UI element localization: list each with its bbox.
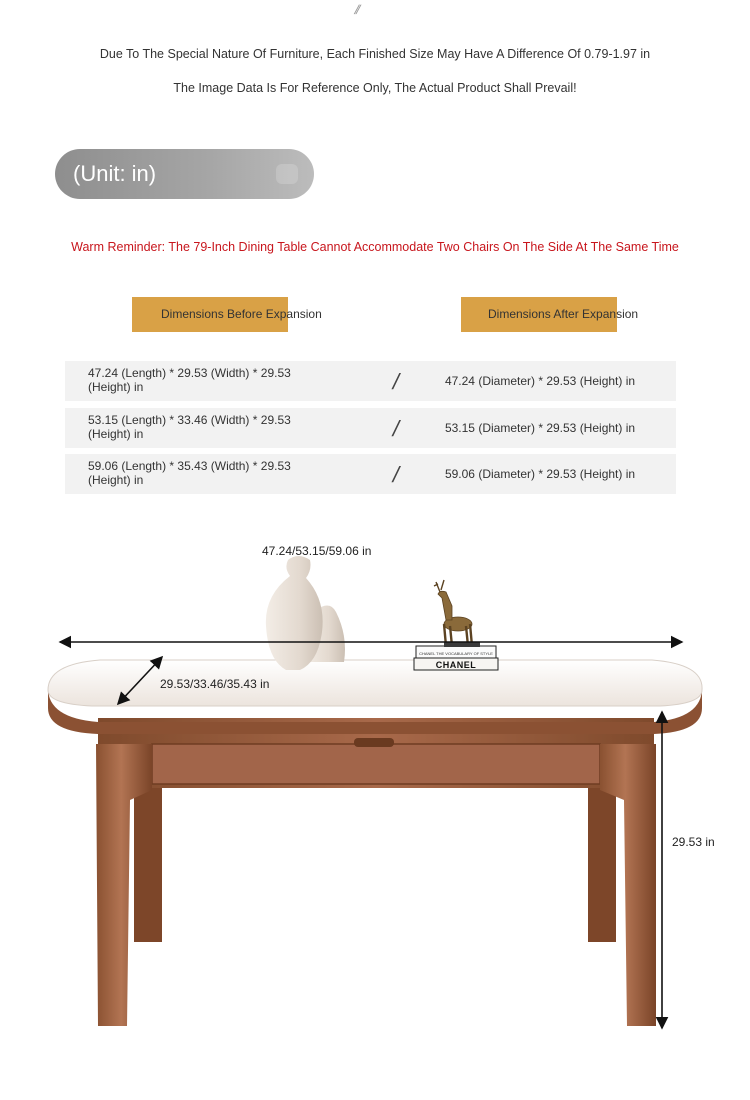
after-expansion-heading (461, 297, 661, 332)
size-after: 47.24 (Diameter) * 29.53 (Height) in (444, 374, 636, 388)
before-expansion-heading (132, 297, 332, 332)
before-heading-text: Dimensions Before Expansion (161, 307, 322, 321)
size-separator: / (390, 369, 402, 394)
top-divider-mark: // (352, 2, 361, 17)
length-dimension-label: 47.24/53.15/59.06 in (262, 544, 372, 558)
size-after: 53.15 (Diameter) * 29.53 (Height) in (444, 421, 636, 435)
size-row (65, 454, 676, 494)
size-separator: / (390, 416, 402, 441)
deer-ornament (434, 580, 480, 647)
unit-label: (Unit: in) (73, 161, 157, 186)
book-subtitle: CHANEL THE VOCABULARY OF STYLE (419, 651, 493, 656)
marble-tabletop (48, 660, 702, 706)
table-drawer (152, 744, 600, 784)
reference-notice: The Image Data Is For Reference Only, The Actual Product Shall Prevail! (173, 81, 577, 95)
unit-badge (55, 149, 314, 199)
table-back-leg-left (134, 778, 162, 942)
size-row (65, 408, 676, 448)
size-before: 59.06 (Length) * 35.43 (Width) * 29.53 (Height) in (88, 459, 291, 487)
size-difference-notice: Due To The Special Nature Of Furniture, Each Finished Size May Have A Difference Of 0.79-1.97 in (99, 47, 651, 61)
size-separator: / (390, 462, 402, 487)
size-after: 59.06 (Diameter) * 29.53 (Height) in (444, 467, 636, 481)
drawer-handle (354, 738, 394, 747)
badge-decoration-icon (276, 164, 298, 184)
book-brand: CHANEL (435, 660, 477, 670)
height-dimension-label: 29.53 in (672, 835, 715, 849)
vase-large (266, 556, 323, 670)
warm-reminder: Warm Reminder: The 79-Inch Dining Table Cannot Accommodate Two Chairs On The Side At The Same Time (71, 240, 679, 254)
size-before: 53.15 (Length) * 33.46 (Width) * 29.53 (Height) in (88, 413, 291, 441)
size-row (65, 361, 676, 401)
size-before: 47.24 (Length) * 29.53 (Width) * 29.53 (Height) in (88, 366, 291, 394)
after-heading-text: Dimensions After Expansion (488, 307, 639, 321)
width-dimension-label: 29.53/33.46/35.43 in (160, 677, 270, 691)
table-back-leg-right (588, 778, 616, 942)
